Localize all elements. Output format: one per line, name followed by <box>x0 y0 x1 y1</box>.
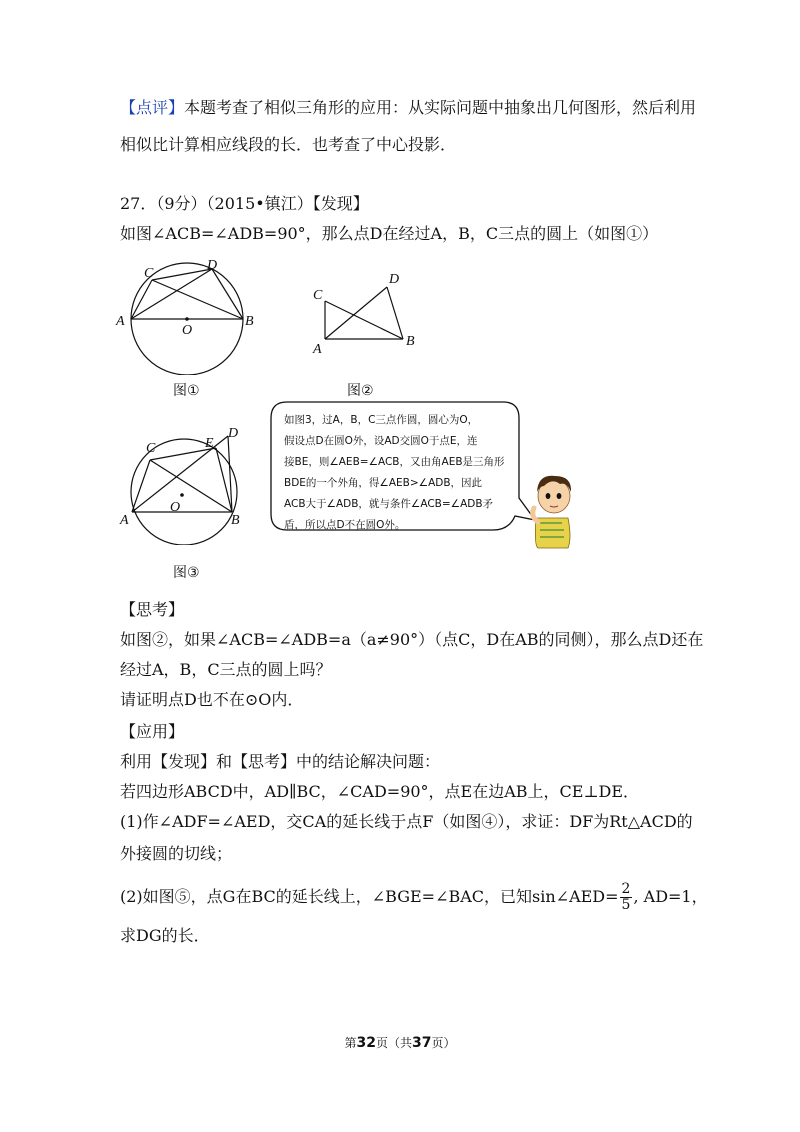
bubble-line-1: 如图3，过A，B，C三点作圆，圆心为O， <box>284 414 479 426</box>
footer-total-pages: 37 <box>412 1035 432 1051</box>
apply-line-5a: (2)如图⑤，点G在BC的延长线上，∠BGE=∠BAC，已知sin∠AED= <box>120 887 619 906</box>
fig1-label-c: C <box>144 266 154 281</box>
fig3-label-a: A <box>120 513 129 528</box>
figure-3 <box>110 420 270 545</box>
apply-line-6: 求DG的长． <box>120 926 210 945</box>
fig2-line-ad <box>325 287 387 339</box>
fig3-caption: 图③ <box>173 565 200 581</box>
fig2-label-c: C <box>313 288 323 303</box>
fig3-center-dot <box>180 493 184 497</box>
fig1-label-a: A <box>116 314 125 329</box>
bubble-line-4: BDE的一个外角，得∠AEB>∠ADB，因此 <box>284 477 483 489</box>
bubble-line-2: 假设点D在圆O外，设AD交圆O于点E，连 <box>284 435 478 447</box>
fig1-line-db <box>212 269 243 319</box>
fig1-label-b: B <box>245 314 254 329</box>
fig1-caption: 图① <box>173 383 200 399</box>
fig3-label-o: O <box>170 500 181 515</box>
think-line-2: 经过A，B，C三点的圆上吗？ <box>120 660 332 679</box>
fig2-label-a: A <box>313 342 322 357</box>
review-text-1: 本题考查了相似三角形的应用：从实际问题中抽象出几何图形，然后利用 <box>184 98 697 117</box>
footer-mid: 页（共 <box>375 1036 412 1050</box>
bubble-text <box>284 410 510 536</box>
fig3-label-e: E <box>205 436 214 451</box>
fig3-label-d: D <box>228 426 239 441</box>
problem-header: 27．（9分）（2015•镇江）【发现】 <box>120 194 369 213</box>
footer-page-number: 32 <box>356 1035 376 1051</box>
cartoon-boy-illustration <box>522 468 582 550</box>
page-footer <box>0 1034 800 1051</box>
apply-line-2: 若四边形ABCD中，AD∥BC，∠CAD=90°，点E在边AB上，CE⊥DE． <box>120 782 640 801</box>
fig3-line-cb <box>150 460 232 512</box>
fig2-label-d: D <box>389 272 400 287</box>
apply-line-4: 外接圆的切线； <box>120 844 233 863</box>
fig1-label-d: D <box>207 258 218 273</box>
fraction-numerator: 2 <box>621 881 631 897</box>
fig3-label-c: C <box>146 441 156 456</box>
fig1-line-cb <box>152 280 243 319</box>
fig1-label-o: O <box>182 323 193 338</box>
apply-line-3: (1)作∠ADF=∠AED，交CA的延长线于点F（如图④），求证：DF为Rt△ACD的 <box>120 812 693 831</box>
fig2-caption: 图② <box>347 383 374 399</box>
think-line-3: 请证明点D也不在⊙O内． <box>120 690 304 709</box>
think-title: 【思考】 <box>120 600 185 619</box>
fraction-denominator: 5 <box>621 897 631 913</box>
bubble-line-6: 盾，所以点D不在圆O外。 <box>284 519 406 531</box>
figure-2 <box>305 265 425 360</box>
apply-title: 【应用】 <box>120 722 185 741</box>
bubble-line-3: 接BE，则∠AEB=∠ACB，又由角AEB是三角形 <box>284 456 505 468</box>
apply-line-5b: , AD=1， <box>633 887 708 906</box>
review-line-1 <box>120 98 696 118</box>
fig1-center-dot <box>185 317 189 321</box>
review-line-2: 相似比计算相应线段的长．也考查了中心投影． <box>120 135 457 154</box>
apply-line-1: 利用【发现】和【思考】中的结论解决问题： <box>120 752 441 771</box>
footer-prefix: 第 <box>344 1036 357 1050</box>
footer-suffix: 页） <box>431 1036 456 1050</box>
fraction-two-fifths <box>620 882 633 913</box>
review-tag: 【点评】 <box>120 98 185 117</box>
fig2-line-db <box>387 287 403 339</box>
fig3-label-b: B <box>231 513 240 528</box>
bubble-line-5: ACB大于∠ADB，就与条件∠ACB=∠ADB矛 <box>284 498 494 510</box>
problem-discover: 如图∠ACB=∠ADB=90°，那么点D在经过A，B，C三点的圆上（如图①） <box>120 224 659 243</box>
apply-line-5 <box>120 882 708 913</box>
think-line-1: 如图②，如果∠ACB=∠ADB=a（a≠90°）（点C，D在AB的同侧），那么点D还在 <box>120 630 704 649</box>
fig2-label-b: B <box>406 334 415 349</box>
figure-1 <box>110 255 270 375</box>
